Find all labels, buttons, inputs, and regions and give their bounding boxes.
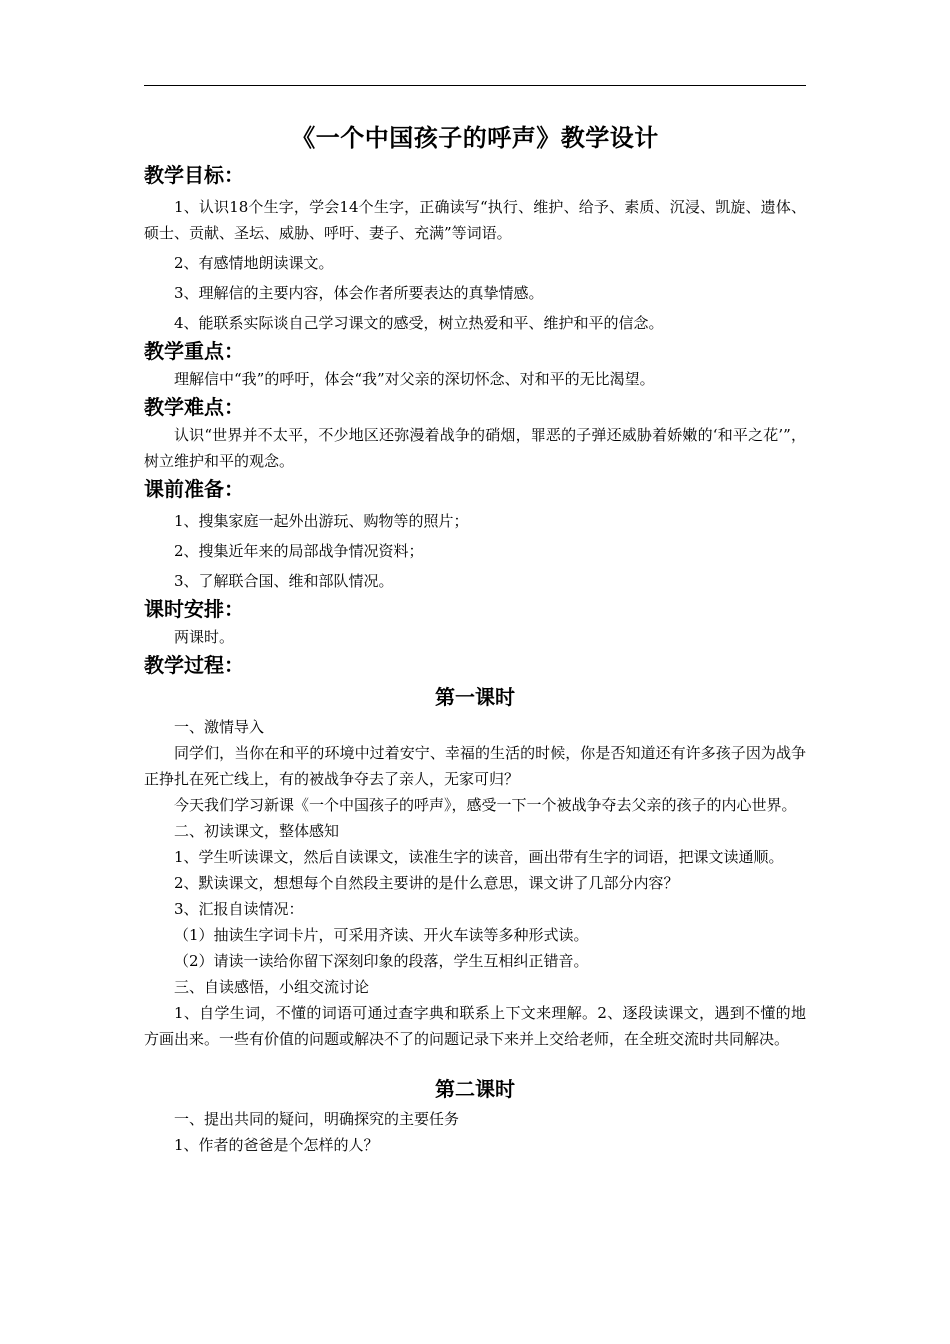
lesson-1-paragraph: 3、汇报自读情况： — [174, 900, 304, 918]
lesson-1-paragraph: 三、自读感悟，小组交流讨论 — [174, 978, 370, 996]
difficulty-text: 认识“世界并不太平，不少地区还弥漫着战争的硝烟，罪恶的子弹还威胁着娇嫩的‘和平之花’”，树立维护和平的观念。 — [144, 426, 806, 470]
document-title: 《一个中国孩子的呼声》教学设计 — [291, 124, 659, 152]
lesson-1-paragraph: （2）请读一读给你留下深刻印象的段落，学生互相纠正错音。 — [174, 952, 589, 970]
lesson-1-paragraph: 二、初读课文，整体感知 — [174, 822, 340, 840]
prep-item: 1、搜集家庭一起外出游玩、购物等的照片； — [174, 512, 469, 530]
goal-item: 4、能联系实际谈自己学习课文的感受，树立热爱和平、维护和平的信念。 — [174, 314, 664, 332]
document-body — [144, 160, 806, 1158]
prep-item: 2、搜集近年来的局部战争情况资料； — [174, 542, 424, 560]
header-rule — [144, 85, 806, 86]
lesson-2-paragraph: 一、提出共同的疑问，明确探究的主要任务 — [174, 1110, 460, 1128]
lesson-1-paragraph: 同学们，当你在和平的环境中过着安宁、幸福的生活的时候，你是否知道还有许多孩子因为战争正挣扎在死亡线上，有的被战争夺去了亲人，无家可归？ — [144, 744, 806, 788]
lesson-1-paragraph: 今天我们学习新课《一个中国孩子的呼声》，感受一下一个被战争夺去父亲的孩子的内心世界。 — [174, 796, 797, 814]
section-heading-process: 教学过程： — [144, 653, 244, 677]
schedule-text: 两课时。 — [174, 628, 235, 646]
section-heading-goals: 教学目标： — [144, 163, 244, 187]
lesson-1-paragraph: 2、默读课文，想想每个自然段主要讲的是什么意思，课文讲了几部分内容？ — [174, 874, 679, 892]
lesson-2-paragraph: 1、作者的爸爸是个怎样的人？ — [174, 1136, 379, 1154]
section-heading-schedule: 课时安排： — [144, 597, 244, 621]
goal-item: 2、有感情地朗读课文。 — [174, 254, 334, 272]
goal-item: 3、理解信的主要内容，体会作者所要表达的真挚情感。 — [174, 284, 544, 302]
lesson-1-paragraph: 1、自学生词，不懂的词语可通过查字典和联系上下文来理解。2、逐段读课文，遇到不懂的地方画出来。一些有价值的问题或解决不了的问题记录下来并上交给老师，在全班交流时共同解决。 — [144, 1004, 806, 1048]
lesson-2-heading: 第二课时 — [435, 1077, 515, 1101]
section-heading-prep: 课前准备： — [144, 477, 244, 501]
prep-item: 3、了解联合国、维和部队情况。 — [174, 572, 394, 590]
lesson-1-paragraph: 1、学生听读课文，然后自读课文，读准生字的读音，画出带有生字的词语，把课文读通顺。 — [174, 848, 784, 866]
lesson-1-heading: 第一课时 — [435, 685, 515, 709]
section-heading-key: 教学重点： — [144, 339, 244, 363]
lesson-1-paragraph: （1）抽读生字词卡片，可采用齐读、开火车读等多种形式读。 — [174, 926, 589, 944]
goal-item: 1、认识18个生字，学会14个生字，正确读写“执行、维护、给予、素质、沉浸、凯旋、遗体、硕士、贡献、圣坛、威胁、呼吁、妻子、充满”等词语。 — [144, 198, 806, 242]
key-point-text: 理解信中“我”的呼吁，体会“我”对父亲的深切怀念、对和平的无比渴望。 — [174, 370, 655, 388]
lesson-1-paragraph: 一、激情导入 — [174, 718, 265, 736]
section-heading-difficulty: 教学难点： — [144, 395, 244, 419]
